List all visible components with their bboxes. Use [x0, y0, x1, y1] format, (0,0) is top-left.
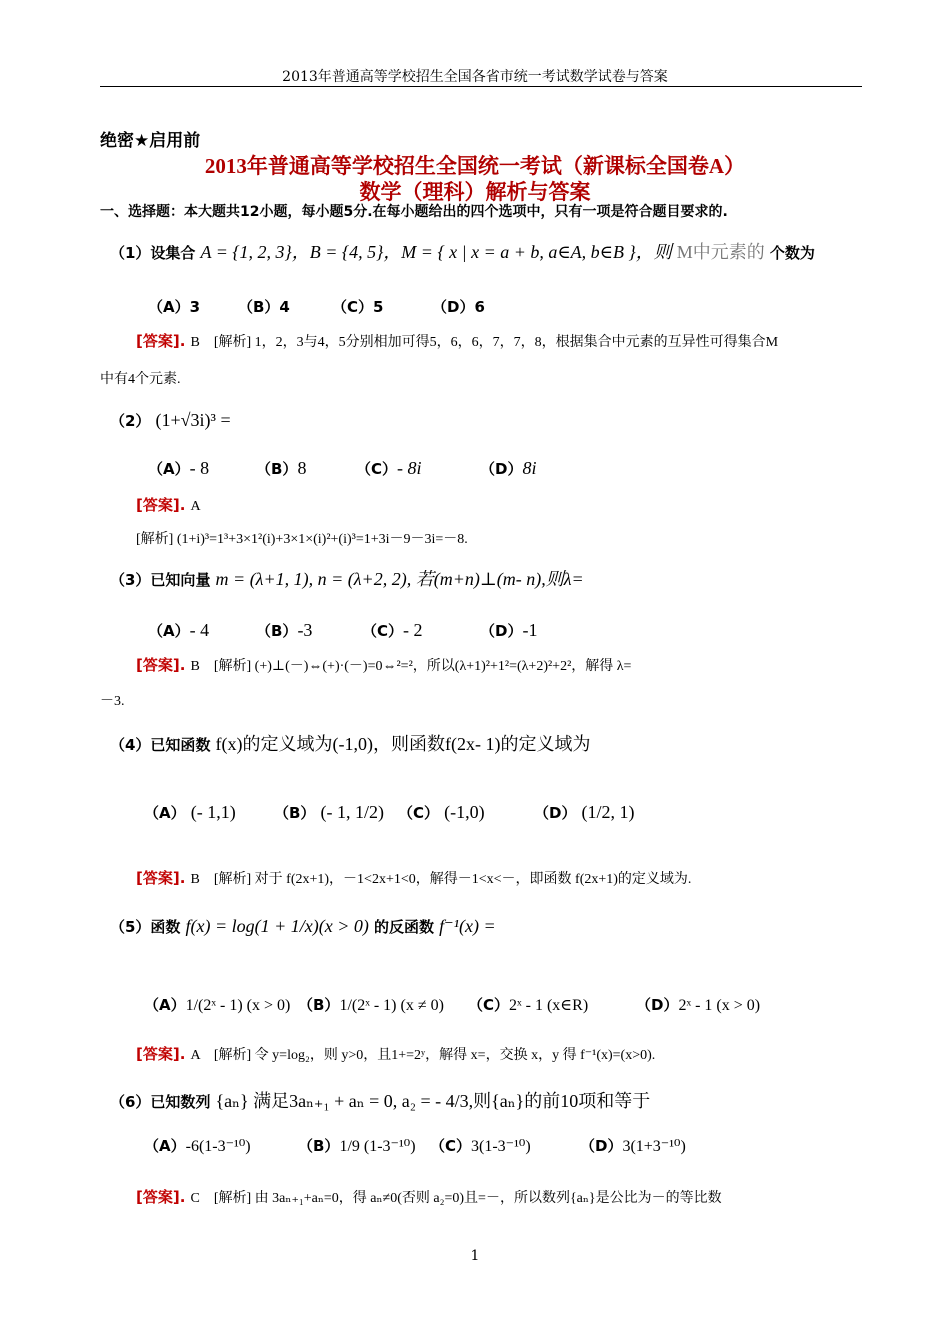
- question-6: [110, 1087, 650, 1113]
- q5-answer-text: A [解析] 令 y=log₂，则 y>0，且1+=2ʸ，解得 x=，交换 x，y 得 f⁻¹(x)=(x>0).: [190, 1048, 656, 1063]
- answer-tag: [答案].: [136, 332, 186, 350]
- q5-prefix: （5）函数: [110, 918, 181, 936]
- q6-option-a: （A）-6(1-3⁻¹⁰): [144, 1137, 251, 1155]
- q6-math: {aₙ} 满足3aₙ₊₁ + aₙ = 0, a₂ = - 4/3,则{aₙ}的前10项和等于: [215, 1091, 651, 1111]
- q3-option-d: （D）-1: [480, 620, 538, 640]
- question-3: [110, 565, 584, 591]
- q1-math: A = {1, 2, 3}，B = {4, 5}，M = { x | x = a + b, a∈A, b∈B }，则: [200, 242, 672, 262]
- q5-answer: [答案]. A [解析] 令 y=log₂，则 y>0，且1+=2ʸ，解得 x=，交换 x，y 得 f⁻¹(x)=(x>0).: [136, 1045, 656, 1063]
- q1-answer-cont: 中有4个元素.: [100, 372, 181, 387]
- q5-math-2: f⁻¹(x) =: [439, 916, 496, 936]
- q5-option-b: （B）1/(2ˣ - 1) (x ≠ 0): [298, 996, 444, 1014]
- q5-option-c: （C）2ˣ - 1 (x∈R): [468, 996, 589, 1014]
- q4-option-d: （D） (1/2, 1): [534, 802, 635, 822]
- q4-prefix: （4）已知函数: [110, 736, 211, 754]
- q5-mid: 的反函数: [374, 918, 435, 936]
- running-header: 2013年普通高等学校招生全国各省市统一考试数学试卷与答案: [282, 69, 668, 85]
- q1-option-a: （A）3: [148, 298, 201, 316]
- q2-answer: [答案]. A: [136, 496, 201, 514]
- q6-option-c: （C）3(1-3⁻¹⁰): [430, 1137, 531, 1155]
- q4-option-c: （C） (-1,0): [398, 802, 485, 822]
- q2-option-d: （D）8i: [480, 458, 537, 478]
- q4-answer: [答案]. B [解析] 对于 f(2x+1)，－1<2x+1<0，解得－1<x<－，即函数 f(2x+1)的定义域为.: [136, 869, 692, 887]
- q2-answer-cont: [解析] (1+i)³=1³+3×1²(i)+3×1×(i)²+(i)³=1+3i－9－3i=－8.: [136, 532, 468, 547]
- q3-option-c: （C）- 2: [362, 620, 423, 640]
- q2-answer-text: A: [190, 499, 201, 514]
- q4-answer-text: B [解析] 对于 f(2x+1)，－1<2x+1<0，解得－1<x<－，即函数 f(2x+1)的定义域为.: [190, 872, 692, 887]
- confidential-label: 绝密★启用前: [100, 131, 201, 151]
- q4-option-b: （B） (- 1, 1/2): [274, 802, 385, 822]
- q1-prefix: （1）设集合: [110, 244, 196, 262]
- question-1: [110, 238, 815, 264]
- q1-option-b: （B）4: [238, 298, 290, 316]
- q6-answer-text: C [解析] 由 3aₙ₊₁+aₙ=0，得 aₙ≠0(否则 a₂=0)且=－，所以数列{aₙ}是公比为－的等比数: [190, 1191, 722, 1206]
- q6-option-d: （D）3(1+3⁻¹⁰): [580, 1137, 686, 1155]
- q1-answer: [136, 330, 778, 351]
- q3-math: m = (λ+1, 1), n = (λ+2, 2), 若(m+n)⊥(m- n),则λ=: [215, 569, 584, 589]
- exam-subtitle: 数学（理科）解析与答案: [359, 180, 591, 204]
- q5-option-d: （D）2ˣ - 1 (x > 0): [636, 996, 761, 1014]
- q1-math-2: M中元素的: [676, 242, 765, 262]
- q2-prefix: （2）: [110, 412, 151, 430]
- q3-answer: [答案]. B [解析] (+)⊥(－)⇔(+)·(－)=0⇔²=²，所以(λ+1)²+1²=(λ+2)²+2²，解得 λ=: [136, 656, 632, 674]
- q3-answer-cont: －3.: [100, 694, 125, 709]
- q4-math: f(x)的定义域为(-1,0)，则函数f(2x- 1)的定义域为: [215, 734, 591, 754]
- q1-suffix: 个数为: [769, 244, 815, 262]
- q3-prefix: （3）已知向量: [110, 571, 211, 589]
- q3-option-b: （B）-3: [256, 620, 313, 640]
- question-2: [110, 410, 231, 431]
- q1-answer-text: B [解析] 1，2，3与4，5分别相加可得5，6，6，7，7，8，根据集合中元素的互异性可得集合M: [190, 335, 779, 350]
- q6-option-b: （B）1/9 (1-3⁻¹⁰): [298, 1137, 416, 1155]
- q6-answer: [答案]. C [解析] 由 3aₙ₊₁+aₙ=0，得 aₙ≠0(否则 a₂=0)且=－，所以数列{aₙ}是公比为－的等比数: [136, 1188, 722, 1206]
- page-number: 1: [470, 1248, 480, 1264]
- q4-option-a: （A） (- 1,1): [144, 802, 236, 822]
- section-heading: 一、选择题：本大题共12小题，每小题5分.在每小题给出的四个选项中，只有一项是符合题目要求的.: [100, 204, 728, 220]
- q2-option-b: （B）8: [256, 458, 307, 478]
- q2-option-c: （C）- 8i: [356, 458, 422, 478]
- header-rule: [100, 86, 862, 87]
- q3-option-a: （A）- 4: [148, 620, 210, 640]
- q6-prefix: （6）已知数列: [110, 1093, 211, 1111]
- q2-option-a: （A）- 8: [148, 458, 210, 478]
- q1-option-d: （D）6: [432, 298, 485, 316]
- q5-option-a: （A）1/(2ˣ - 1) (x > 0): [144, 996, 291, 1014]
- question-4: [110, 730, 591, 756]
- q1-option-c: （C）5: [332, 298, 384, 316]
- q3-answer-text: B [解析] (+)⊥(－)⇔(+)·(－)=0⇔²=²，所以(λ+1)²+1²=(λ+2)²+2²，解得 λ=: [190, 659, 632, 674]
- q2-math: (1+√3i)³ =: [155, 410, 231, 430]
- exam-title: 2013年普通高等学校招生全国统一考试（新课标全国卷A）: [204, 154, 746, 178]
- question-5: [110, 916, 496, 937]
- q5-math: f(x) = log(1 + 1/x)(x > 0): [185, 916, 369, 936]
